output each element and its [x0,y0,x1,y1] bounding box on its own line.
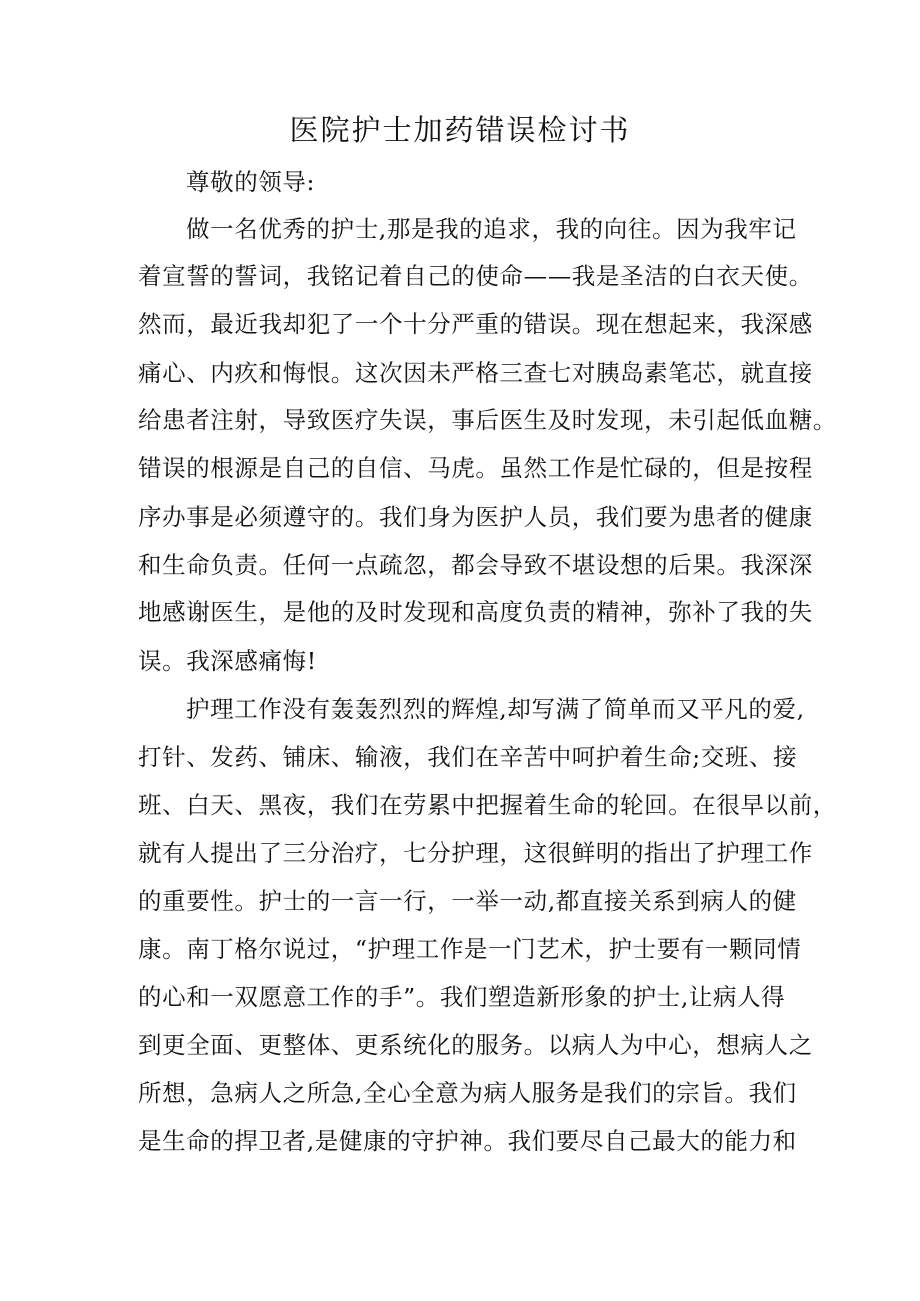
text-line: 和生命负责。任何一点疏忽，都会导致不堪设想的后果。我深深 [138,551,813,579]
text-line: 打针、发药、铺床、输液，我们在辛苦中呵护着生命;交班、接 [138,743,798,771]
text-line: 做一名优秀的护士,那是我的追求，我的向往。因为我牢记 [186,215,797,243]
text-line: 给患者注射，导致医疗失误，事后医生及时发现，未引起低血糖。 [138,406,837,434]
text-line: 护理工作没有轰轰烈烈的辉煌,却写满了简单而又平凡的爱, [186,695,805,723]
text-line: 所想，急病人之所急,全心全意为病人服务是我们的宗旨。我们 [138,1079,797,1107]
text-line: 痛心、内疚和悔恨。这次因未严格三查七对胰岛素笔芯，就直接 [138,359,813,387]
text-line: 班、白天、黑夜，我们在劳累中把握着生命的轮回。在很早以前， [138,791,837,819]
text-line: 着宣誓的誓词，我铭记着自己的使命——我是圣洁的白衣天使。 [138,262,813,290]
text-line: 到更全面、更整体、更系统化的服务。以病人为中心，想病人之 [138,1031,813,1059]
text-line: 然而，最近我却犯了一个十分严重的错误。现在想起来，我深感 [138,310,813,338]
text-line: 就有人提出了三分治疗，七分护理，这很鲜明的指出了护理工作 [138,839,813,867]
text-line: 地感谢医生，是他的及时发现和高度负责的精神，弥补了我的失 [138,598,813,626]
text-line: 康。南丁格尔说过，“护理工作是一门艺术，护士要有一颗同情 [138,935,802,963]
text-line: 序办事是必须遵守的。我们身为医护人员，我们要为患者的健康 [138,503,813,531]
text-line: 的心和一双愿意工作的手”。我们塑造新形象的护士,让病人得 [138,983,786,1011]
text-line: 误。我深感痛悔! [138,647,317,675]
salutation: 尊敬的领导: [186,168,316,196]
text-line: 是生命的捍卫者,是健康的守护神。我们要尽自己最大的能力和 [138,1127,797,1155]
document-title: 医院护士加药错误检讨书 [289,113,631,147]
text-line: 的重要性。护士的一言一行，一举一动,都直接关系到病人的健 [138,887,797,915]
text-line: 错误的根源是自己的自信、马虎。虽然工作是忙碌的，但是按程 [138,454,813,482]
